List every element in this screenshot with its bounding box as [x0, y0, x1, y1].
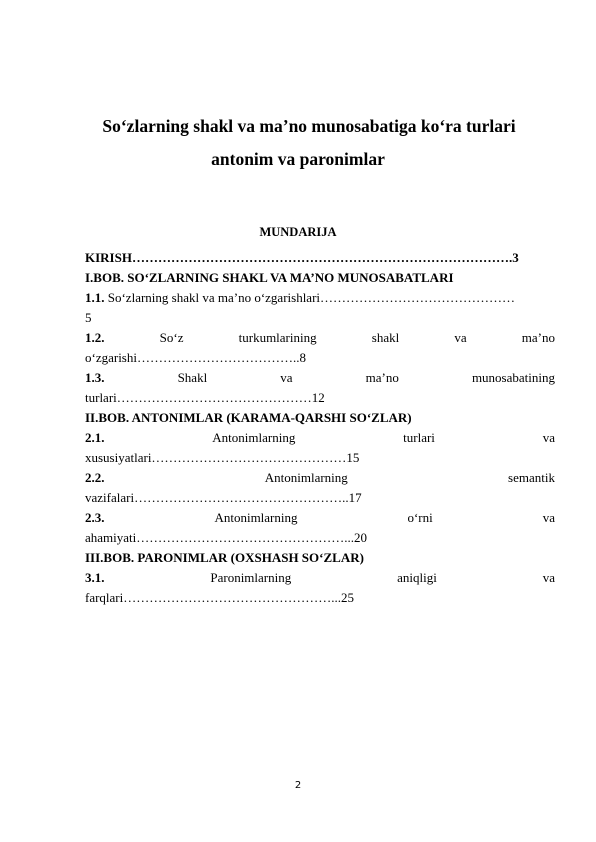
toc-chapter-2: II.BOB. ANTONIMLAR (KARAMA-QARSHI SO‘ZLAR)	[85, 410, 412, 425]
toc-entry-continuation: turlari………………………………………12	[85, 390, 325, 405]
toc-entry-2-1	[85, 428, 555, 448]
toc-word: aniqligi	[397, 570, 437, 585]
toc-word: Antonimlarning	[214, 510, 298, 525]
toc-entry-kirish: KIRISH…………………………………………………………………………….3	[85, 250, 519, 265]
toc-entry-1-3	[85, 368, 555, 388]
contents-heading: MUNDARIJA	[259, 225, 337, 239]
toc-number: 2.2.	[85, 470, 105, 485]
toc-number: 1.2.	[85, 330, 105, 345]
toc-entry-continuation: xususiyatlari………………………………………15	[85, 450, 360, 465]
toc-word: shakl	[371, 330, 400, 345]
toc-number: 2.1.	[85, 430, 105, 445]
toc-entry-2-3	[85, 508, 555, 528]
toc-number: 3.1.	[85, 570, 105, 585]
toc-word: ma’no	[365, 370, 399, 385]
toc-number: 1.1.	[85, 290, 105, 305]
table-of-contents	[85, 248, 555, 608]
document-title-line-2: antonim va paronimlar	[211, 149, 385, 169]
toc-page-number: 5	[85, 310, 92, 325]
toc-number: 2.3.	[85, 510, 105, 525]
toc-chapter-1: I.BOB. SO‘ZLARNING SHAKL VA MA’NO MUNOSABATLARI	[85, 270, 454, 285]
toc-word: Paronimlarning	[210, 570, 292, 585]
toc-entry-1-1	[85, 288, 555, 308]
toc-word: turkumlarining	[238, 330, 317, 345]
toc-word: va	[280, 370, 293, 385]
toc-word: Shakl	[177, 370, 208, 385]
toc-word: va	[542, 430, 555, 445]
toc-entry-continuation: o‘zgarishi………………………………..8	[85, 350, 306, 365]
toc-entry-continuation: ahamiyati…………………………………………...20	[85, 530, 368, 545]
toc-entry-3-1	[85, 568, 555, 588]
document-title-line-1: So‘zlarning shakl va ma’no munosabatiga ko‘ra turlari	[102, 116, 516, 136]
toc-word: va	[542, 510, 555, 525]
toc-word: turlari	[403, 430, 435, 445]
toc-word: munosabatining	[471, 370, 555, 385]
page-number: 2	[294, 780, 302, 791]
toc-entry-1-2	[85, 328, 555, 348]
toc-word: semantik	[508, 470, 555, 485]
toc-entry-2-2	[85, 468, 555, 488]
toc-word: va	[454, 330, 467, 345]
toc-chapter-3: III.BOB. PARONIMLAR (OXSHASH SO‘ZLAR)	[85, 550, 364, 565]
toc-word: Antonimlarning	[212, 430, 296, 445]
toc-word: So‘z	[159, 330, 184, 345]
toc-entry-text: So‘zlarning shakl va ma’no o‘zgarishlari………………………………………	[107, 290, 516, 305]
toc-entry-continuation: farqlari…………………………………………...25	[85, 590, 355, 605]
toc-entry-continuation: vazifalari…………………………………………..17	[85, 490, 362, 505]
toc-number: 1.3.	[85, 370, 105, 385]
toc-word: o‘rni	[407, 510, 433, 525]
toc-word: Antonimlarning	[264, 470, 348, 485]
toc-word: va	[542, 570, 555, 585]
toc-word: ma’no	[521, 330, 555, 345]
